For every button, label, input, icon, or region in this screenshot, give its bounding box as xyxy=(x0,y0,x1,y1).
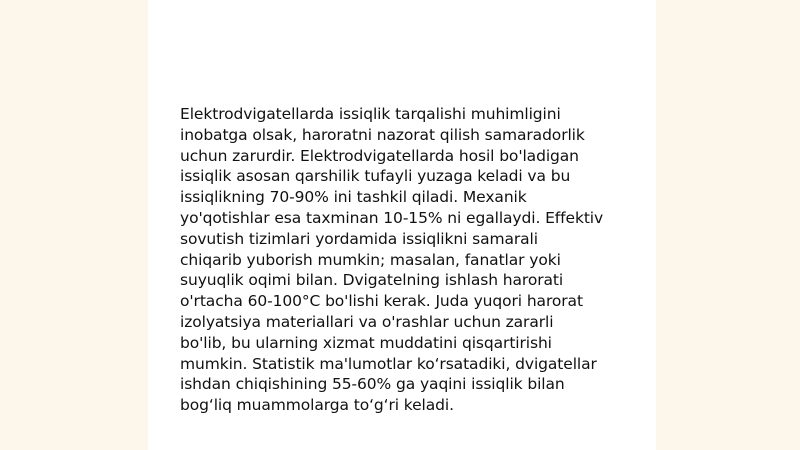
paragraph-line: sovutish tizimlari yordamida issiqlikni samarali xyxy=(180,229,538,248)
paragraph-line: issiqlikning 70-90% ini tashkil qiladi. Mexanik xyxy=(180,188,527,207)
paragraph-line: yo'qotishlar esa taxminan 10-15% ni egallaydi. Effektiv xyxy=(180,208,604,227)
paragraph-line: mumkin. Statistik ma'lumotlar ko‘rsatadiki, dvigatellar xyxy=(180,354,597,373)
paragraph-line: uchun zarurdir. Elektrodvigatellarda hosil bo'ladigan xyxy=(180,146,579,165)
paragraph-line: bo'lib, bu ularning xizmat muddatini qisqartirishi xyxy=(180,333,552,352)
paragraph-line: suyuqlik oqimi bilan. Dvigatelning ishlash harorati xyxy=(180,271,564,290)
body-paragraph xyxy=(180,104,650,416)
document-page xyxy=(148,0,656,450)
paragraph-line: issiqlik asosan qarshilik tufayli yuzaga keladi va bu xyxy=(180,167,571,186)
paragraph-line: inobatga olsak, haroratni nazorat qilish samaradorlik xyxy=(180,125,585,144)
paragraph-line: chiqarib yuborish mumkin; masalan, fanatlar yoki xyxy=(180,250,561,269)
paragraph-line: bog‘liq muammolarga to‘g‘ri keladi. xyxy=(180,396,454,415)
paragraph-line: o'rtacha 60-100°C bo'lishi kerak. Juda yuqori harorat xyxy=(180,292,583,311)
paragraph-line: Elektrodvigatellarda issiqlik tarqalishi muhimligini xyxy=(180,105,561,123)
paragraph-line: izolyatsiya materiallari va o'rashlar uchun zararli xyxy=(180,312,554,331)
paragraph-line: ishdan chiqishining 55-60% ga yaqini issiqlik bilan xyxy=(180,375,565,394)
